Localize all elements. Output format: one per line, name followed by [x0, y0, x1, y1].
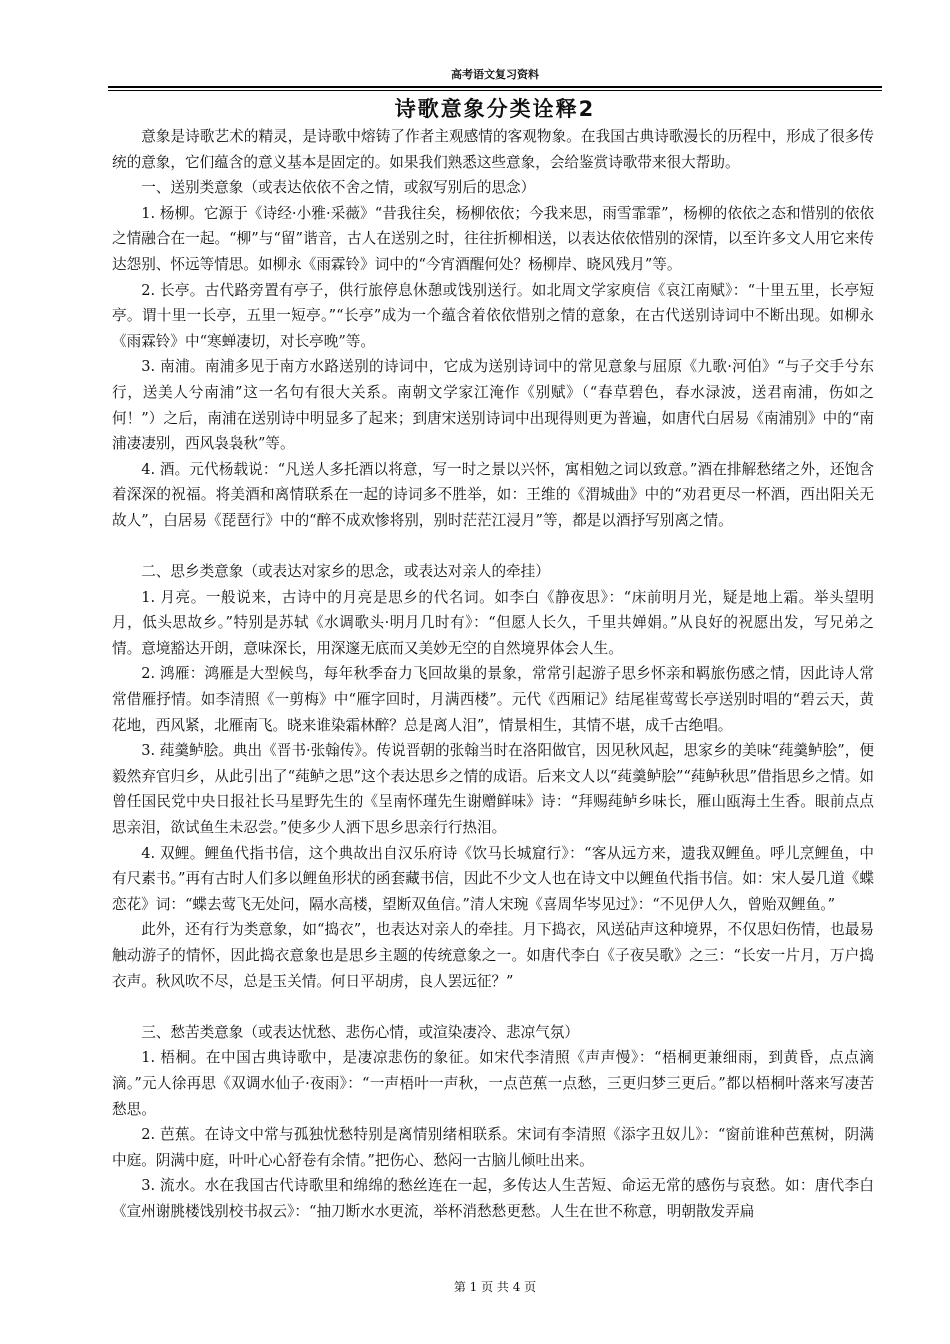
- paragraph-wutong: 1. 梧桐。在中国古典诗歌中，是凄凉悲伤的象征。如宋代李清照《声声慢》：“梧桐更兼细雨，到黄昏，点点滴滴。”元人徐再思《双调水仙子·夜雨》：“一声梧叶一声秋，一点芭蕉一点愁，三更归梦三更后。”都以梧桐叶落来写凄苦愁思。: [112, 1049, 874, 1118]
- paragraph-water: 3. 流水。水在我国古代诗歌里和绵绵的愁丝连在一起，多传达人生苦短、命运无常的感伤与哀愁。如：唐代李白《宣州谢朓楼饯别校书叔云》：“抽刀断水水更流，举杯消愁愁更愁。人生在世不称意，明朝散发弄扁: [112, 1177, 874, 1220]
- page-header: 高考语文复习资料: [451, 68, 539, 81]
- paragraph-carp: 4. 双鲤。鲤鱼代指书信，这个典故出自汉乐府诗《饮马长城窟行》：“客从远方来，遗我双鲤鱼。呼儿烹鲤鱼，中有尺素书。”再有古时人们多以鲤鱼形状的函套藏书信，因此不少文人也在诗文中以鲤鱼代指书信。如：宋人晏几道《蝶恋花》词：“蝶去莺飞无处问，隔水高楼，望断双鱼信。”清人宋琬《喜周华岑见过》：“不见伊人久，曾贻双鲤鱼。”: [112, 844, 874, 913]
- header-rule-thin: [108, 90, 882, 91]
- intro-paragraph: 意象是诗歌艺术的精灵，是诗歌中熔铸了作者主观感情的客观物象。在我国古典诗歌漫长的历程中，形成了很多传统的意象，它们蕴含的意义基本是固定的。如果我们熟悉这些意象，会给鉴赏诗歌带来很大帮助。: [112, 128, 874, 171]
- paragraph-daoyi: 此外，还有行为类意象，如“捣衣”，也表达对亲人的牵挂。月下捣衣，风送砧声这种境界，不仅思妇伤情，也最易触动游子的情怀，因此捣衣意象也是思乡主题的传统意象之一。如唐代李白《子夜吴歌》之三：“长安一片月，万户捣衣声。秋风吹不尽，总是玉关情。何日平胡虏，良人罢远征？”: [112, 921, 874, 990]
- header-rule-thick: [108, 86, 882, 88]
- paragraph-moon: 1. 月亮。一般说来，古诗中的月亮是思乡的代名词。如李白《静夜思》：“床前明月光，疑是地上霜。举头望明月，低头思故乡。”特别是苏轼《水调歌头·明月几时有》：“但愿人长久，千里共婵娟。”从良好的祝愿出发，写兄弟之情。意境豁达开朗，意味深长，用深邃无底而又美妙无空的自然境界体会人生。: [112, 588, 874, 657]
- paragraph-goose: 2. 鸿雁：鸿雁是大型候鸟，每年秋季奋力飞回故巢的景象，常常引起游子思乡怀亲和羁旅伤感之情，因此诗人常常借雁抒情。如李清照《一剪梅》中“雁字回时，月满西楼”。元代《西厢记》结尾崔莺莺长亭送别时唱的“碧云天，黄花地，西风紧，北雁南飞。晓来谁染霜林醉？总是离人泪”，情景相生，其情不堪，成千古绝唱。: [112, 665, 874, 734]
- paragraph-chunlu: 3. 莼羹鲈脍。典出《晋书·张翰传》。传说晋朝的张翰当时在洛阳做官，因见秋风起，思家乡的美味“莼羹鲈脍”，便毅然弃官归乡，从此引出了“莼鲈之思”这个表达思乡之情的成语。后来文人以“莼羹鲈脍”“莼鲈秋思”借指思乡之情。如曾任国民党中央日报社长马星野先生的《呈南怀瑾先生谢赠鲜味》诗：“拜赐莼鲈乡味长，雁山瓯海土生香。眼前点点思亲泪，欲试鱼生未忍尝。”使多少人洒下思乡思亲行行热泪。: [112, 742, 874, 837]
- paragraph-pavilion: 2. 长亭。古代路旁置有亭子，供行旅停息休憩或饯别送行。如北周文学家庾信《哀江南赋》：“十里五里，长亭短亭。谓十里一长亭，五里一短亭。”“长亭”成为一个蕴含着依依惜别之情的意象，在古代送别诗词中不断出现。如柳永《雨霖铃》中“寒蝉凄切，对长亭晚”等。: [112, 281, 874, 350]
- document-title: 诗歌意象分类诠释2: [394, 97, 596, 121]
- paragraph-nanpu: 3. 南浦。南浦多见于南方水路送别的诗词中，它成为送别诗词中的常见意象与屈原《九歌·河伯》“与子交手兮东行，送美人兮南浦”这一名句有很大关系。南朝文学家江淹作《别赋》（“春草碧色，春水渌波，送君南浦，伤如之何！”）之后，南浦在送别诗中明显多了起来；到唐宋送别诗词中出现得则更为普遍，如唐代白居易《南浦别》中的“南浦凄凄别，西风袅袅秋”等。: [112, 358, 874, 453]
- page-footer: 第 1 页 共 4 页: [453, 1280, 537, 1294]
- document-body: [112, 124, 874, 1225]
- section-heading-homesick: 二、思乡类意象（或表达对家乡的思念，或表达对亲人的牵挂）: [141, 563, 550, 581]
- section-heading-sorrow: 三、愁苦类意象（或表达忧愁、悲伤心情，或渲染凄冷、悲凉气氛）: [141, 1023, 580, 1041]
- paragraph-wine: 4. 酒。元代杨载说：“凡送人多托酒以将意，写一时之景以兴怀，寓相勉之词以致意。”酒在排解愁绪之外，还饱含着深深的祝福。将美酒和离情联系在一起的诗词多不胜举，如：王维的《渭城曲》中的“劝君更尽一杯酒，西出阳关无故人”，白居易《琵琶行》中的“醉不成欢惨将别，别时茫茫江浸月”等，都是以酒抒写别离之情。: [112, 460, 874, 529]
- paragraph-willow: 1. 杨柳。它源于《诗经·小雅·采薇》“昔我往矣，杨柳依依；今我来思，雨雪霏霏”，杨柳的依依之态和惜别的依依之情融合在一起。“柳”与“留”谐音，古人在送别之时，往往折柳相送，以表达依依惜别的深情，以至许多文人用它来传达怨别、怀远等情思。如柳永《雨霖铃》词中的“今宵酒醒何处？杨柳岸、晓风残月”等。: [112, 204, 874, 273]
- section-heading-farewell: 一、送别类意象（或表达依依不舍之情，或叙写别后的思念）: [141, 179, 536, 197]
- paragraph-banana: 2. 芭蕉。在诗文中常与孤独忧愁特别是离情别绪相联系。宋词有李清照《添字丑奴儿》：“窗前谁种芭蕉树，阴满中庭。阴满中庭，叶叶心心舒卷有余情。”把伤心、愁闷一古脑儿倾吐出来。: [112, 1126, 874, 1169]
